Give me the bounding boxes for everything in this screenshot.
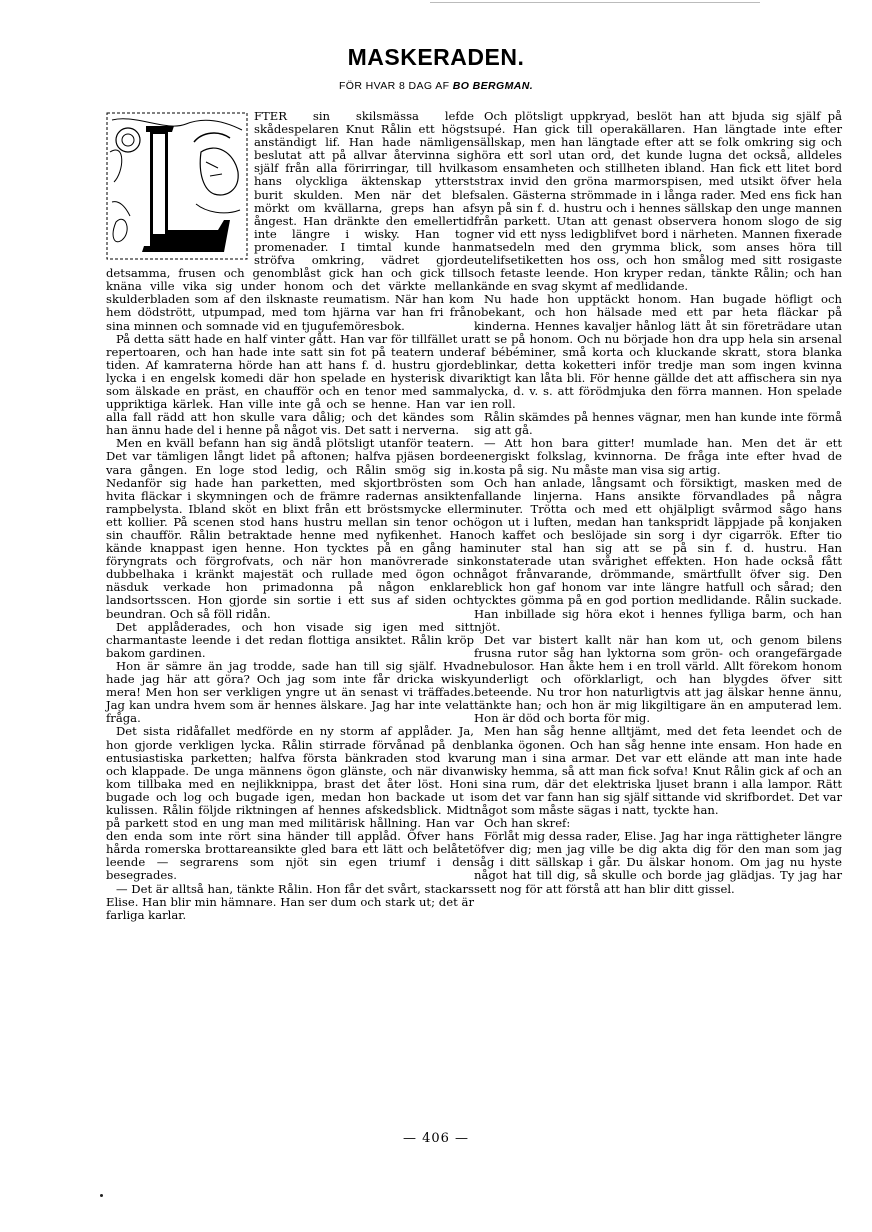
paragraph: FTER sin skilsmässa lefde skådespelaren Knut Rålin ett högst anständigt lif. Han hade nämligen beslutat att på allvar återvinna sig själf från alla förirringar, till hvilka hans olyckliga äktenskap ytterst burit skulden. Men när det blef mörkt om kvällarna, greps han af ångest. Han dränkte den emellertid inte längre i wisky. Han tog promenader. I timtal kunde han ströfva omkring, vädret gjorde detsamma, frusen och genomblåst gick han och gick tills knäna ville vika sig under honom och det värkte mellan skulderbladen som af den ilsknaste reumatism. När han kom hem dödstrött, utpumpad, med tom hjärna var han fri från sina minnen och somnade vid en tjugufemöresbok. xyxy=(106,109,474,333)
left-column xyxy=(106,110,474,922)
drop-cap-l-icon xyxy=(106,112,248,260)
paragraph: Rålin skämdes på hennes vägnar, men han kunde inte förmå sig att gå. xyxy=(474,410,842,438)
byline xyxy=(0,80,872,92)
paragraph: Nu hade hon upptäckt honom. Han bugade höfligt och obekant, och hon hälsade med ett par heta fläckar på kinderna. Hennes kavaljer hånlog lätt åt sin företrädare utan att se på honom. Och nu började hon dra upp hela sin arsenal af bébéminer, små korta och kluckande skratt, stora blanka blinkar, detta koketteri inför tredje man som ingen kvinna riktigt kan låta bli. För henne gällde det att affischera sin nya lycka, d. v. s. att förödmjuka den förra mannen. Hon spelade en roll. xyxy=(474,292,842,412)
paragraph: Det var bistert kallt när han kom ut, och genom bilens frusna rutor såg han lyktorna som grön- och orangefärgade nebulosor. Han åkte hem i en troll värld. Allt förekom honom underligt och oförklarligt, och han blygdes öfver sitt beteende. Nu tror hon naturligtvis att jag älskar henne ännu, tänkte han; och hon är mig likgiltigare än en amputerad lem. Hon är död och borta för mig. xyxy=(474,632,842,726)
byline-prefix: FÖR HVAR 8 DAG AF xyxy=(338,80,450,92)
article-title: MASKERADEN. xyxy=(347,44,525,70)
paragraph: Förlåt mig dessa rader, Elise. Jag har inga rättigheter längre öfver dig; men jag ville be dig akta dig för den man som jag såg i ditt sällskap i går. Du älskar honom. Om jag nu hyste något hat till dig, så skulle och borde jag glädjas. Ty jag har sett nog för att förstå att han blir ditt gissel. xyxy=(474,829,842,896)
paragraph: Det sista ridåfallet medförde en ny storm af applåder. Ja, hon gjorde verkligen lycka. Rålin stirrade förvånad på den entusiastiska parketten; halfva första bänkraden stod kvar och klappade. De unga männens ögon glänste, och när divan kom tillbaka med en nejlikknippa, brast det åter löst. Hon bugade och log och bugade igen, medan hon backade ut i kulissen. Rålin följde riktningen af hennes afskedsblick. Midt på parkett stod en ung man med militärisk hållning. Han var den enda som inte rört sina händer till applåd. Öfver hans hårda romerska brottareansikte gled bara ett lätt och belåtet leende — segrarens som njöt sin egen triumf i den besegrades. xyxy=(106,724,474,883)
paragraph: Det applåderades, och hon visade sig igen med sitt charmantaste leende i det redan flottiga ansiktet. Rålin kröp bakom gardinen. xyxy=(106,619,474,660)
paragraph: Hon är sämre än jag trodde, sade han till sig själf. Hvad hade jag här att göra? Och jag som inte får dricka wisky mera! Men hon ser verkligen yngre ut än senast vi träffades. Jag kan undra hvem som är hennes älskare. Jag har inte velat fråga. xyxy=(106,658,474,726)
paragraph: Och han skref: xyxy=(484,816,571,831)
drop-cap-l-illustration xyxy=(106,112,248,260)
right-column xyxy=(474,110,842,896)
paragraph: Och han anlade, långsamt och försiktigt, masken med de fallande linjerna. Hans ansikte förvandlades på några minuter. Trötta och med ett ohjälpligt svårmod sågo hans ögon ut i luften, medan han tankspridt läppjade på konjaken och kaffet och beslöjade sin sorg i dyr cigarrök. Efter tio minuter stal han sig att se på sin f. d. hustru. Han konstaterade utan svårighet effekten. Hon hade också fått något frånvarande, drömmande, smärtfullt öfver sig. Den blick hon gaf honom var inte längre hatfull och sårad; den tycktes gömma på en god portion medlidande. Rålin suckade. Han inbillade sig höra ekot i hennes fylliga barm, och han njöt. xyxy=(474,475,842,634)
byline-author: BO BERGMAN. xyxy=(452,80,534,92)
paragraph: — Att hon bara gitter! mumlade han. Men det är ett energiskt folkslag, kvinnorna. De fråga inte efter hvad de kosta på sig. Nu måste man visa sig artig. xyxy=(474,436,842,477)
paragraph: På detta sätt hade en half vinter gått. Han var för tillfället ur repertoaren, och han hade inte satt sin fot på teatern under tiden. Af kamraterna hörde han att hans f. d. hustru gjorde lycka i en engelsk komedi där hon spelade en hysterisk diva som älskade en präst, en chaufför och en tenor med samma uppriktiga kärlek. Han ville inte gå och se henne. Han var i alla fall rädd att hon skulle vara dålig; och det kändes som han ännu hade del i henne på något vis. Det satt i nerverna. xyxy=(106,331,474,438)
paragraph: Och plötsligt uppkryad, beslöt han att bjuda sig själf på supé. Han gick till operakällaren. Han längtade inte efter sällskap, men han längtade efter att se folk omkring sig och höra ett sorl utan ord, det kunde lugna det också, alldeles som ensamheten och stillheten ibland. Han fick ett litet bord strax invid den gröna marmorspisen, med utsikt öfver hela salen. Gästerna strömmade in i långa rader. Med ens fick han syn på sin f. d. hustru och i hennes sällskap den unge mannen från parkett. Utan att genast observera honom slogo de sig ner vid ett nyss ledigblifvet bord i närheten. Mannen fixerade matsedeln med den grymma blick, som anses höra till utelifsetiketten hos oss, och hon smålog med sitt rosigaste och fetaste leende. Hon kryper redan, tänkte Rålin; och han kände en svag skymt af medlidande. xyxy=(474,109,842,294)
page-number: — 406 — xyxy=(402,1131,470,1146)
top-rule xyxy=(430,2,760,3)
paragraph: Men en kväll befann han sig ändå plötsligt utanför teatern. Det var tämligen långt lidet på aftonen; halfva pjäsen borde vara gången. En loge stod ledig, och Rålin smög sig in. Nedanför sig hade han parketten, med skjortbrösten som hvita fläckar i skymningen och de främre radernas ansikten rampbelysta. Ibland sköt en blixt från ett bröstsmycke eller ett kollier. På scenen stod hans hustru mellan sin tenor och sin chaufför. Rålin betraktade henne med nyfikenhet. Han kände knappast igen henne. Hon tycktes på en gång ha föryngrats och förgrofvats, och när hon manövrerade sin dubbelhaka i kränkt majestät och rullade med ögon och näsduk verkade hon primadonna på någon enklare landsortsscen. Hon gjorde sin sortie i ett sus af siden och beundran. Och så föll ridån. xyxy=(106,436,474,621)
paragraph: — Det är alltså han, tänkte Rålin. Hon får det svårt, stackars Elise. Han blir min hämnare. Han ser dum och stark ut; det är farliga karlar. xyxy=(106,881,474,922)
print-speck xyxy=(100,1194,103,1197)
paragraph: Men han såg henne alltjämt, med det feta leendet och de blanka ögonen. Och han såg henne inte ensam. Hon hade en ung man i sina armar. Det var ett elände att man inte hade wisky hemma, så att man fick sofva! Knut Rålin gick af och an i sina rum, där det elektriska ljuset brann i alla lampor. Rätt som det var fann han sig själf sittande vid skrifbordet. Det var något som måste sägas i natt, tyckte han. xyxy=(474,724,842,817)
